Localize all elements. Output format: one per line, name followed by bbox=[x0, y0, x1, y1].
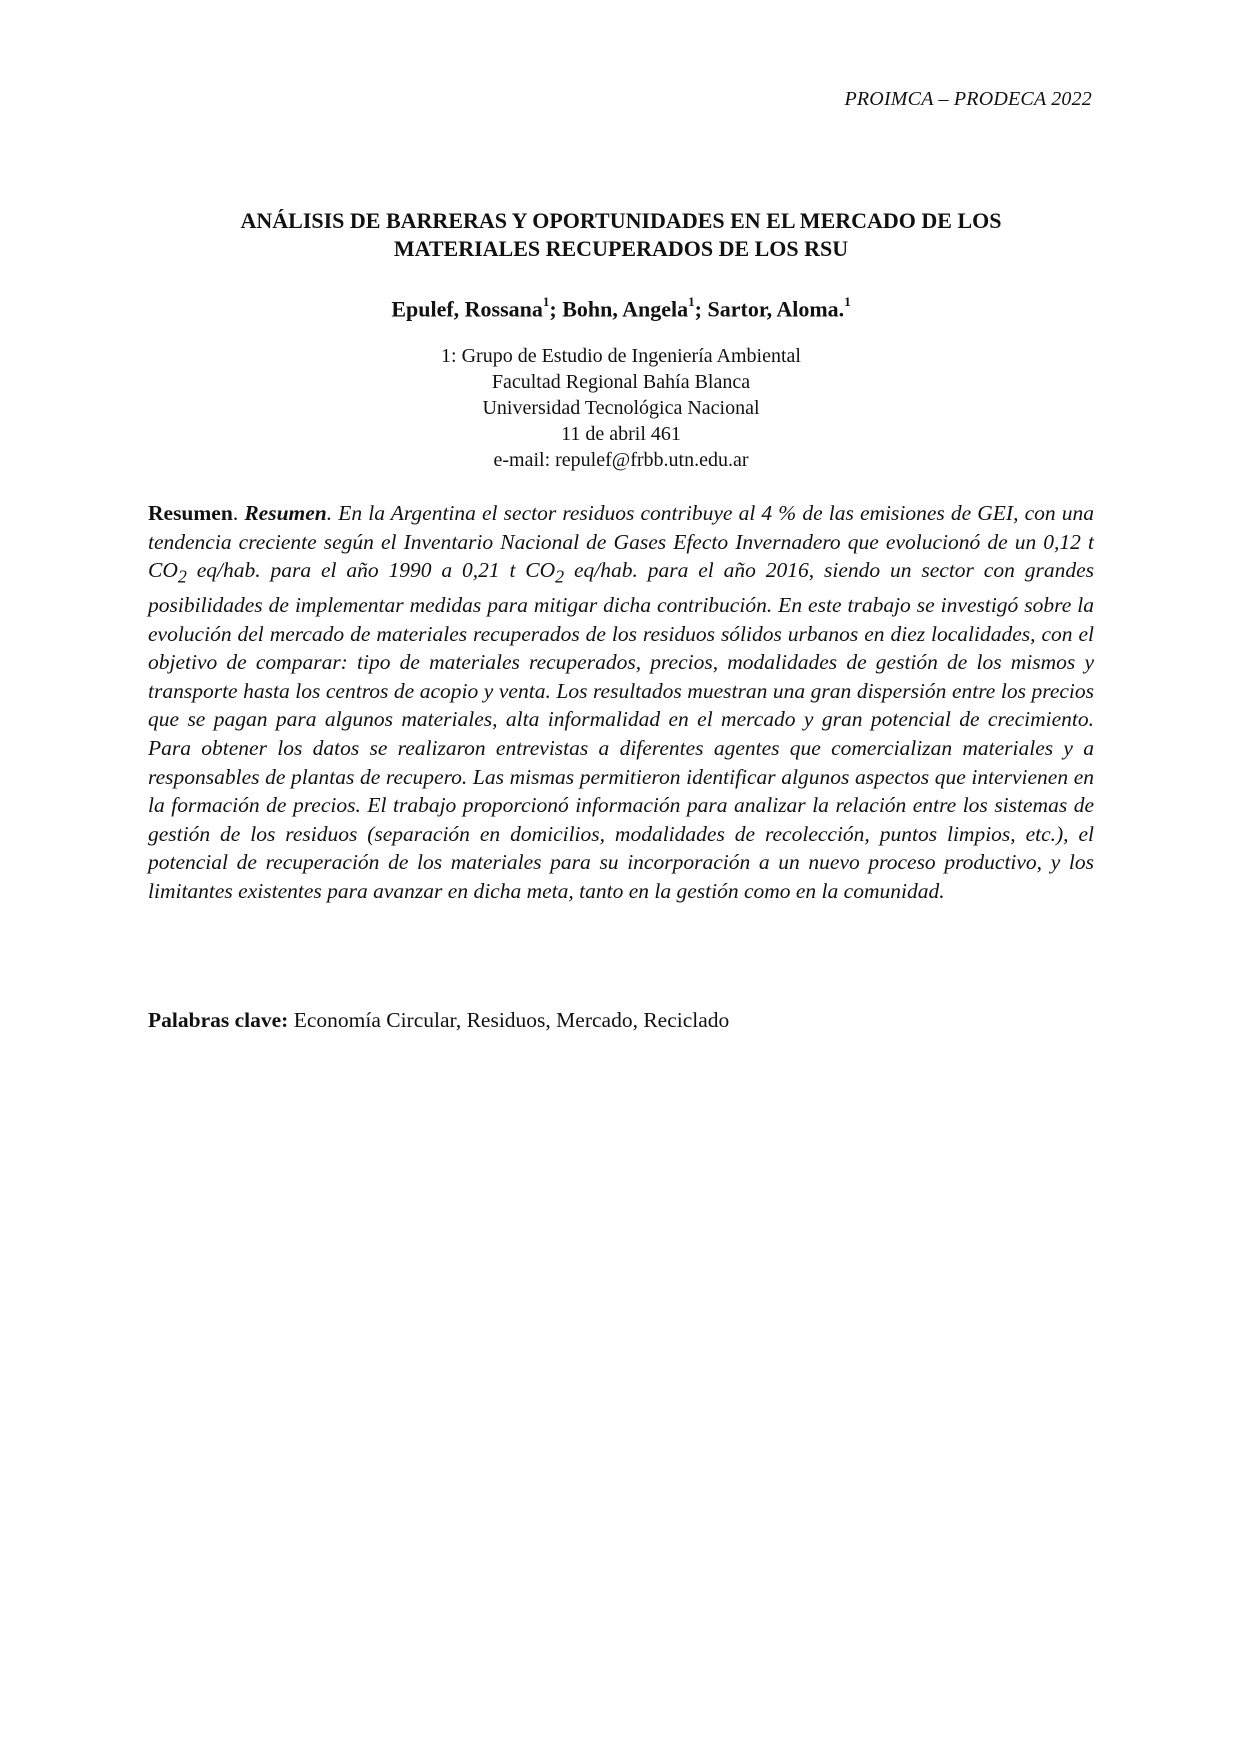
title-line-1: ANÁLISIS DE BARRERAS Y OPORTUNIDADES EN EL MERCADO DE LOS bbox=[240, 208, 1002, 233]
author-affiliation-mark: 1 bbox=[542, 294, 550, 309]
title-line-2: MATERIALES RECUPERADOS DE LOS RSU bbox=[393, 236, 849, 261]
abstract-paragraph bbox=[148, 499, 1094, 906]
running-header: PROIMCA – PRODECA 2022 bbox=[844, 88, 1092, 110]
keywords-values: Economía Circular, Residuos, Mercado, Reciclado bbox=[288, 1008, 730, 1032]
affiliation-email: e-mail: repulef@frbb.utn.edu.ar bbox=[493, 449, 749, 471]
author-separator: ; bbox=[549, 296, 563, 322]
co2-subscript: 2 bbox=[177, 566, 187, 587]
keywords-line bbox=[148, 1006, 1094, 1034]
abstract-text-part-3: eq/hab. para el año 2016, siendo un sector con grandes posibilidades de implementar medidas para mitigar dicha contribución. En este trabajo se investigó sobre la evolución del mercado de materiales recuperados de los residuos sólidos urbanos en diez localidades, con el objetivo de comparar: tipo de materiales recuperados, precios, modalidades de gestión de los mismos y transporte hasta los centros de acopio y venta. Los resultados muestran una gran dispersión entre los precios que se pagan para algunos materiales, alta informalidad en el mercado y gran potencial de crecimiento. Para obtener los datos se realizaron entrevistas a diferentes agentes que comercializan materiales y a responsables de plantas de recupero. Las mismas permitieron identificar algunos aspectos que intervienen en la formación de precios. El trabajo proporcionó información para analizar la relación entre los sistemas de gestión de los residuos (separación en domicilios, modalidades de recolección, puntos limpios, etc.), el potencial de recuperación de los materiales para su incorporación a un nuevo proceso productivo, y los limitantes existentes para avanzar en dicha meta, tanto en la gestión como en la comunidad. bbox=[148, 558, 1094, 904]
affiliation-university: Universidad Tecnológica Nacional bbox=[482, 397, 760, 419]
author-name: Sartor, Aloma. bbox=[707, 296, 845, 322]
co2-subscript: 2 bbox=[555, 566, 565, 587]
abstract-heading-italic: Resumen bbox=[244, 501, 327, 525]
author-name: Epulef, Rossana bbox=[391, 296, 543, 322]
abstract-heading-punct: . bbox=[232, 501, 245, 525]
author-separator: ; bbox=[694, 296, 708, 322]
affiliation-block bbox=[148, 343, 1094, 473]
author-affiliation-mark: 1 bbox=[688, 294, 695, 309]
abstract-text-part-2: eq/hab. para el año 1990 a 0,21 t CO bbox=[186, 558, 556, 583]
author-affiliation-mark: 1 bbox=[844, 294, 851, 309]
affiliation-address: 11 de abril 461 bbox=[561, 423, 681, 445]
abstract-heading: Resumen bbox=[148, 501, 233, 525]
abstract-text-part-1: . En la Argentina el sector residuos contribuye al 4 % de las emisiones de GEI, con una tendencia creciente según el Inventario Nacional de Gases Efecto Invernadero que evolucionó de un 0,12 t CO bbox=[148, 501, 1094, 583]
paper-title bbox=[148, 207, 1094, 263]
author-name: Bohn, Angela bbox=[562, 296, 689, 322]
affiliation-faculty: Facultad Regional Bahía Blanca bbox=[491, 371, 751, 393]
author-list bbox=[148, 290, 1094, 323]
affiliation-group: 1: Grupo de Estudio de Ingeniería Ambiental bbox=[441, 345, 801, 367]
keywords-label: Palabras clave: bbox=[148, 1008, 289, 1032]
